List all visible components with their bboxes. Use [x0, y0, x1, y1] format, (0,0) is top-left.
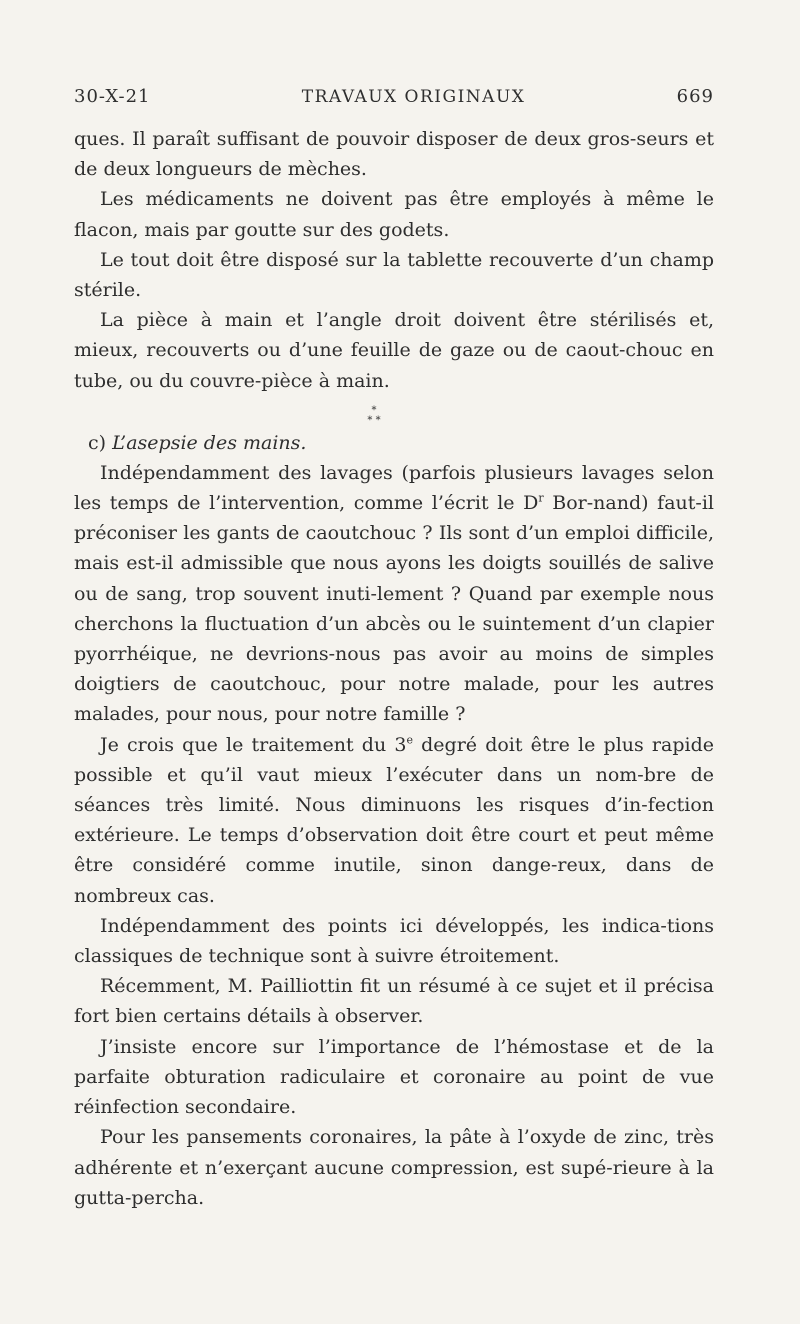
- paragraph: Les médicaments ne doivent pas être employés à même le flacon, mais par goutte sur des godets.: [74, 188, 714, 241]
- paragraph-text: Bor-nand) faut-il préconiser les gants de caoutchouc ? Ils sont d’un emploi difficile, mais est-il admissible que nous ayons les doigts souillés de salive ou de sang, trop souvent inuti-lement ? Quand par exemple nous cherchons la fluctuation d’un abcès ou le suintement d’un clapier pyorrhéique, ne devrions-nous pas avoir au moins de simples doigtiers de caoutchouc, pour notre malade, pour les autres malades, pour nous, pour notre famille ?: [74, 492, 714, 726]
- page-number: 669: [676, 86, 714, 107]
- paragraph: Récemment, M. Pailliottin fit un résumé à ce sujet et il précisa fort bien certains détails à observer.: [74, 975, 714, 1028]
- header-title: TRAVAUX ORIGINAUX: [301, 87, 526, 107]
- paragraph-text: Indépendamment des lavages (parfois plusieurs lavages selon les temps de l’intervention, comme l’écrit le D: [74, 461, 714, 515]
- document-page: [74, 86, 714, 1213]
- paragraph: J’insiste encore sur l’importance de l’hémostase et de la parfaite obturation radiculaire et coronaire au point de vue réinfection secondaire.: [74, 1035, 714, 1119]
- ornament-star-top: *: [371, 404, 377, 416]
- paragraph-continuation: ques. Il paraît suffisant de pouvoir disposer de deux gros-seurs et de deux longueurs de mèches.: [74, 128, 714, 181]
- section-heading: [74, 428, 714, 458]
- section-marker: c): [88, 431, 107, 454]
- paragraph: La pièce à main et l’angle droit doivent être stérilisés et, mieux, recouverts ou d’une feuille de gaze ou de caout-chouc en tube, ou du couvre-pièce à main.: [74, 309, 714, 392]
- paragraph: Le tout doit être disposé sur la tablette recouverte d’un champ stérile.: [74, 248, 714, 302]
- paragraph: [74, 730, 714, 911]
- text-body: [74, 124, 714, 1213]
- header-date: 30-X-21: [74, 86, 151, 107]
- paragraph: [74, 458, 714, 730]
- paragraph: Indépendamment des points ici développés, les indica-tions classiques de technique sont à suivre étroitement.: [74, 914, 714, 968]
- paragraph: Pour les pansements coronaires, la pâte à l’oxyde de zinc, très adhérente et n’exerçant aucune compression, est supé-rieure à la gutta-percha.: [74, 1126, 714, 1209]
- superscript: e: [406, 733, 413, 747]
- superscript: r: [538, 491, 544, 505]
- section-title: L’asepsie des mains.: [112, 431, 307, 454]
- paragraph-text: degré doit être le plus rapide possible et qu’il vaut mieux l’exécuter dans un nom-bre de séances très limité. Nous diminuons les risques d’in-fection extérieure. Le temps d’observation doit être court et peut même être considéré comme inutile, sinon dange-reux, dans de nombreux cas.: [74, 733, 714, 907]
- section-ornament: [74, 406, 714, 426]
- running-header: [74, 86, 714, 124]
- paragraph-text: Je crois que le traitement du 3: [100, 733, 407, 756]
- ornament-stars-bottom: * *: [367, 414, 381, 426]
